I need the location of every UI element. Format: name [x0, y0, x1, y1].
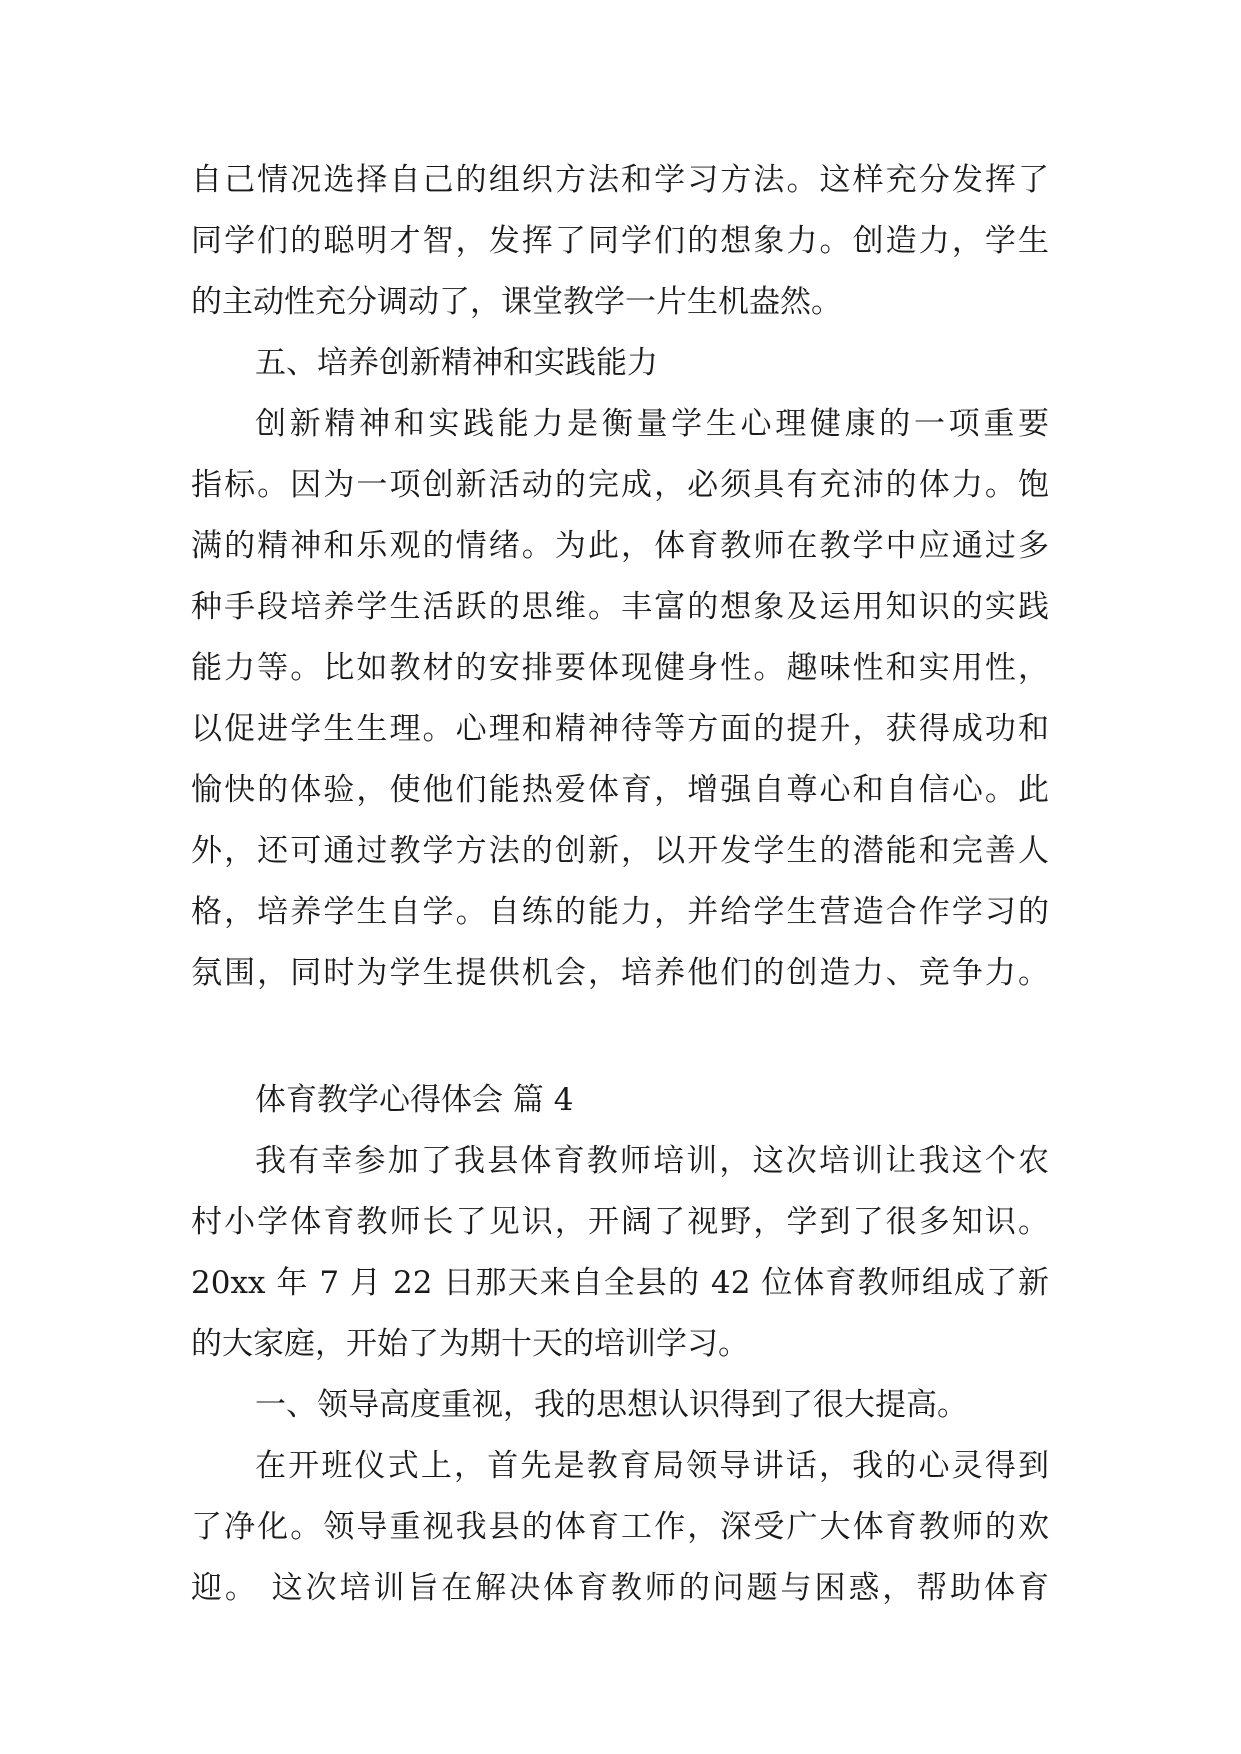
text-line: 我有幸参加了我县体育教师培训，这次培训让我这个农 — [255, 1143, 1049, 1179]
article-section-title: 体育教学心得体会 篇 4 — [255, 1082, 574, 1118]
text-line: 格，培养学生自学。自练的能力，并给学生营造合作学习的 — [191, 894, 1049, 930]
text-line: 村小学体育教师长了见识，开阔了视野，学到了很多知识。 — [191, 1204, 1049, 1240]
text-line: 的主动性充分调动了，课堂教学一片生机盎然。 — [191, 284, 842, 320]
text-line: 能力等。比如教材的安排要体现健身性。趣味性和实用性， — [191, 650, 1049, 686]
section-gap — [191, 1004, 1049, 1070]
section-heading-one: 一、领导高度重视，我的思想认识得到了很大提高。 — [255, 1387, 968, 1423]
text-line: 外，还可通过教学方法的创新，以开发学生的潜能和完善人 — [191, 833, 1049, 869]
text-line: 20xx 年 7 月 22 日那天来自全县的 42 位体育教师组成了新 — [191, 1265, 1049, 1301]
text-line: 愉快的体验，使他们能热爱体育，增强自尊心和自信心。此 — [191, 772, 1049, 808]
text-line: 满的精神和乐观的情绪。为此，体育教师在教学中应通过多 — [191, 528, 1049, 564]
text-line: 指标。因为一项创新活动的完成，必须具有充沛的体力。饱 — [191, 467, 1049, 503]
text-line: 迎。 这次培训旨在解决体育教师的问题与困惑，帮助体育 — [191, 1570, 1049, 1606]
text-line: 了净化。领导重视我县的体育工作，深受广大体育教师的欢 — [191, 1509, 1049, 1545]
text-line: 种手段培养学生活跃的思维。丰富的想象及运用知识的实践 — [191, 589, 1049, 625]
text-line: 创新精神和实践能力是衡量学生心理健康的一项重要 — [255, 406, 1049, 442]
document-page — [191, 150, 1049, 1619]
text-line: 在开班仪式上，首先是教育局领导讲话，我的心灵得到 — [255, 1448, 1049, 1484]
section-heading-five: 五、培养创新精神和实践能力 — [255, 345, 658, 381]
paragraph-block-1 — [191, 150, 1049, 333]
paragraph-block-2 — [191, 394, 1049, 1004]
paragraph-block-4 — [191, 1436, 1049, 1619]
text-line: 自己情况选择自己的组织方法和学习方法。这样充分发挥了 — [191, 162, 1049, 198]
text-line: 以促进学生生理。心理和精神待等方面的提升，获得成功和 — [191, 711, 1049, 747]
text-line: 同学们的聪明才智，发挥了同学们的想象力。创造力，学生 — [191, 223, 1049, 259]
paragraph-block-3 — [191, 1131, 1049, 1375]
text-line: 氛围，同时为学生提供机会，培养他们的创造力、竞争力。 — [191, 955, 1049, 991]
text-line: 的大家庭，开始了为期十天的培训学习。 — [191, 1326, 749, 1362]
